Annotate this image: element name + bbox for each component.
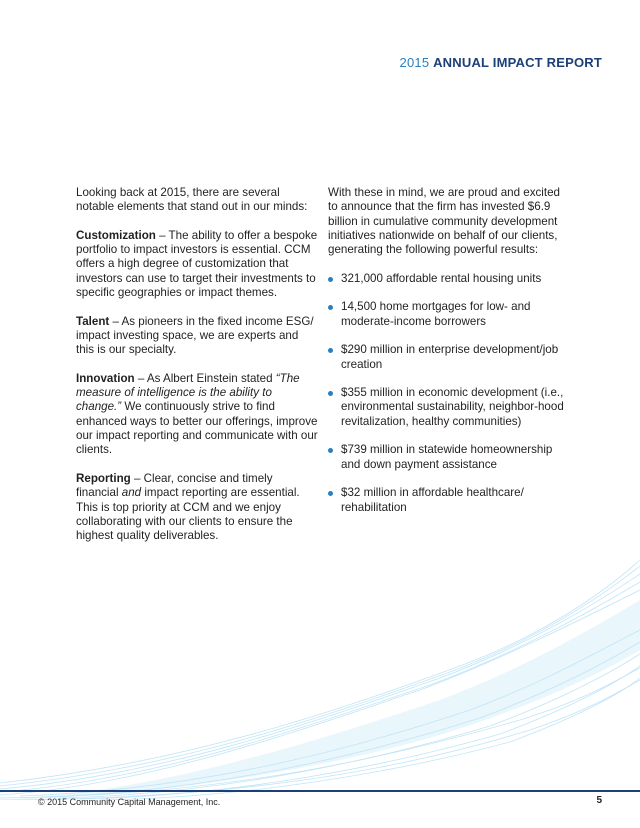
bullet-dot-icon (328, 277, 333, 282)
bullet-dot-icon (328, 348, 333, 353)
results-list (328, 272, 566, 515)
result-text: 321,000 affordable rental housing units (341, 271, 542, 285)
list-item (328, 272, 566, 286)
list-item (328, 486, 566, 515)
copyright-text: © 2015 Community Capital Management, Inc. (38, 797, 221, 807)
innovation-text-before: – As Albert Einstein stated (134, 371, 276, 385)
result-text: 14,500 home mortgages for low- and moderate-income borrowers (341, 300, 531, 328)
bullet-dot-icon (328, 491, 333, 496)
report-year: 2015 (399, 55, 430, 70)
bullet-dot-icon (328, 391, 333, 396)
result-text: $290 million in enterprise development/job creation (341, 343, 559, 371)
reporting-paragraph (76, 472, 318, 543)
page-number: 5 (596, 795, 602, 806)
bullet-dot-icon (328, 305, 333, 310)
bullet-dot-icon (328, 448, 333, 453)
left-column (76, 186, 318, 558)
result-text: $739 million in statewide homeownership and down payment assistance (341, 443, 553, 471)
decorative-wave-graphic (0, 560, 640, 800)
reporting-text-after: impact reporting are essential. This is top priority at CCM and we enjoy collaborating with our clients to ensure the highest quality deliverables. (76, 486, 300, 543)
list-item (328, 343, 566, 372)
innovation-term: Innovation (76, 371, 135, 385)
innovation-text-after: We continuously strive to find enhanced ways to better our offerings, improve our impact reporting and communicate with our clients. (76, 400, 318, 457)
customization-term: Customization (76, 228, 156, 242)
customization-paragraph (76, 229, 318, 300)
footer-divider (0, 790, 640, 792)
right-intro: With these in mind, we are proud and excited to announce that the firm has invested $6.9 billion in cumulative community development initiatives nationwide on behalf of our clients, generating the following powerful results: (328, 186, 560, 257)
list-item (328, 443, 566, 472)
result-text: $355 million in economic development (i.e., environmental sustainability, neighbor-hood revitalization, healthy communities) (341, 386, 564, 428)
left-intro: Looking back at 2015, there are several notable elements that stand out in our minds: (76, 186, 308, 214)
list-item (328, 300, 566, 329)
reporting-emphasis: and (121, 486, 142, 500)
einstein-quote: “The measure of intelligence is the ability to change.” (76, 371, 300, 414)
reporting-text-before: – Clear, concise and timely financial (76, 471, 273, 500)
talent-paragraph (76, 315, 318, 358)
talent-term: Talent (76, 314, 110, 328)
report-header (400, 55, 602, 70)
customization-text: – The ability to offer a bespoke portfolio to impact investors is essential. CCM offers a high degree of customization that investors can use to target their investments to specific geographies or impact themes. (76, 228, 318, 300)
result-text: $32 million in affordable healthcare/ rehabilitation (341, 486, 524, 514)
right-column (328, 186, 566, 529)
innovation-paragraph (76, 372, 318, 458)
list-item (328, 386, 566, 429)
report-title: ANNUAL IMPACT REPORT (433, 55, 602, 70)
talent-text: – As pioneers in the fixed income ESG/ impact investing space, we are experts and this is our specialty. (76, 314, 314, 357)
reporting-term: Reporting (76, 471, 131, 485)
